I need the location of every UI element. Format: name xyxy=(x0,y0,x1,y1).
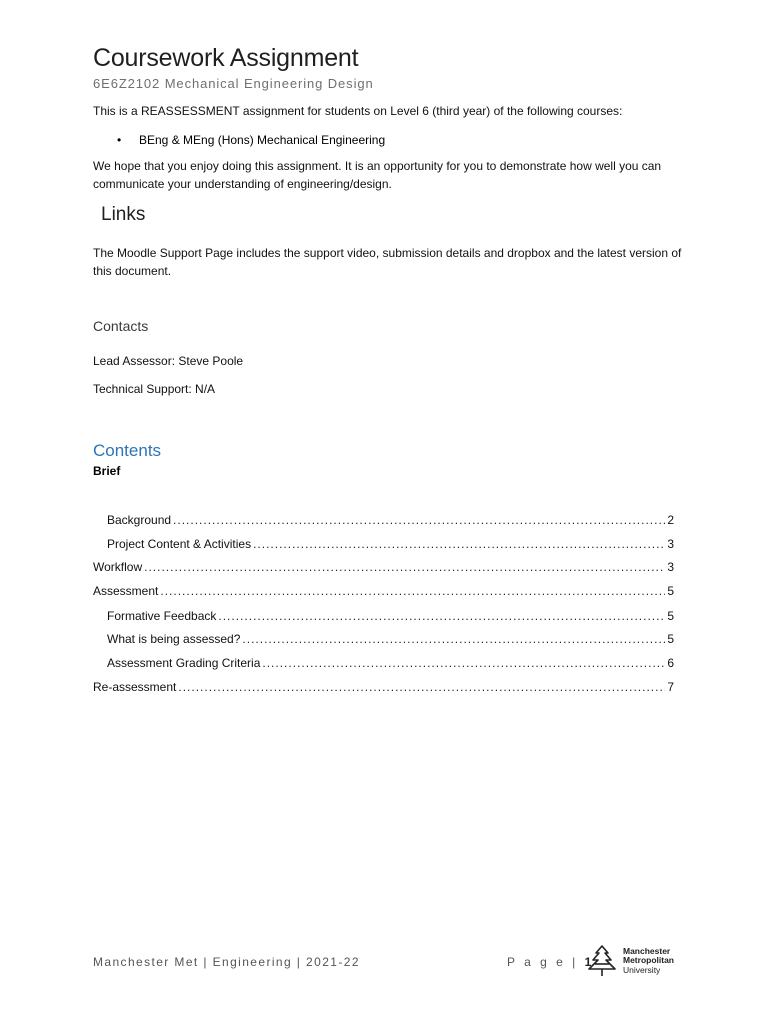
toc-item-grading-criteria[interactable] xyxy=(107,655,674,671)
tree-icon xyxy=(585,944,619,978)
toc-brief: Brief xyxy=(93,464,121,478)
toc-leader xyxy=(144,559,665,575)
intro-paragraph: This is a REASSESSMENT assignment for students on Level 6 (third year) of the following courses: xyxy=(93,104,623,118)
toc-leader xyxy=(178,679,665,695)
toc-item-reassessment[interactable] xyxy=(93,679,674,695)
logo-line: University xyxy=(623,964,661,975)
toc-label: What is being assessed? xyxy=(107,632,241,646)
toc-item-assessment[interactable] xyxy=(93,583,674,599)
toc-leader xyxy=(218,608,665,624)
bullet-icon: • xyxy=(117,133,122,147)
toc-label: Workflow xyxy=(93,560,143,574)
logo-line: Manchester xyxy=(623,945,671,956)
toc-leader xyxy=(242,631,665,647)
toc-leader xyxy=(160,583,665,599)
toc-leader xyxy=(253,536,665,552)
toc-page: 2 xyxy=(667,513,674,527)
toc-item-what-assessed[interactable] xyxy=(107,631,674,647)
page-number: 1 xyxy=(584,955,592,969)
contacts-heading: Contacts xyxy=(93,318,149,334)
course-list-item: BEng & MEng (Hons) Mechanical Engineering xyxy=(139,133,386,147)
toc-item-formative-feedback[interactable] xyxy=(107,608,674,624)
toc-item-project-content[interactable] xyxy=(107,536,674,552)
document-title: Coursework Assignment xyxy=(93,44,359,72)
page-label: P a g e | xyxy=(507,955,579,969)
footer-text: Manchester Met | Engineering | 2021-22 xyxy=(93,955,360,969)
toc-leader xyxy=(262,655,665,671)
technical-support: Technical Support: N/A xyxy=(93,382,216,396)
toc-label: Re-assessment xyxy=(93,680,177,694)
lead-assessor: Lead Assessor: Steve Poole xyxy=(93,354,244,368)
toc-leader xyxy=(173,512,665,528)
toc-label: Project Content & Activities xyxy=(107,537,252,551)
toc-page: 3 xyxy=(667,560,674,574)
university-logo xyxy=(585,944,674,978)
toc-item-workflow[interactable] xyxy=(93,559,674,575)
toc-label: Background xyxy=(107,513,172,527)
toc-label: Formative Feedback xyxy=(107,609,217,623)
footer-page-indicator xyxy=(507,955,591,969)
logo-wordmark xyxy=(623,947,674,976)
toc-page: 5 xyxy=(667,609,674,623)
module-subtitle: 6E6Z2102 Mechanical Engineering Design xyxy=(93,76,374,91)
toc-page: 3 xyxy=(667,537,674,551)
toc-page: 5 xyxy=(667,584,674,598)
toc-page: 5 xyxy=(667,632,674,646)
toc-page: 7 xyxy=(667,680,674,694)
contents-heading: Contents xyxy=(93,441,162,460)
logo-line: Metropolitan xyxy=(623,955,674,966)
toc-label: Assessment xyxy=(93,584,159,598)
toc-page: 6 xyxy=(667,656,674,670)
links-heading: Links xyxy=(101,204,146,225)
hope-paragraph: We hope that you enjoy doing this assignment. It is an opportunity for you to demonstrate how well you can communicate your understanding of engineering/design. xyxy=(93,159,662,191)
toc-item-background[interactable] xyxy=(107,512,674,528)
links-paragraph[interactable]: The Moodle Support Page includes the support video, submission details and dropbox and the latest version of this document. xyxy=(93,246,682,278)
toc-label: Assessment Grading Criteria xyxy=(107,656,261,670)
